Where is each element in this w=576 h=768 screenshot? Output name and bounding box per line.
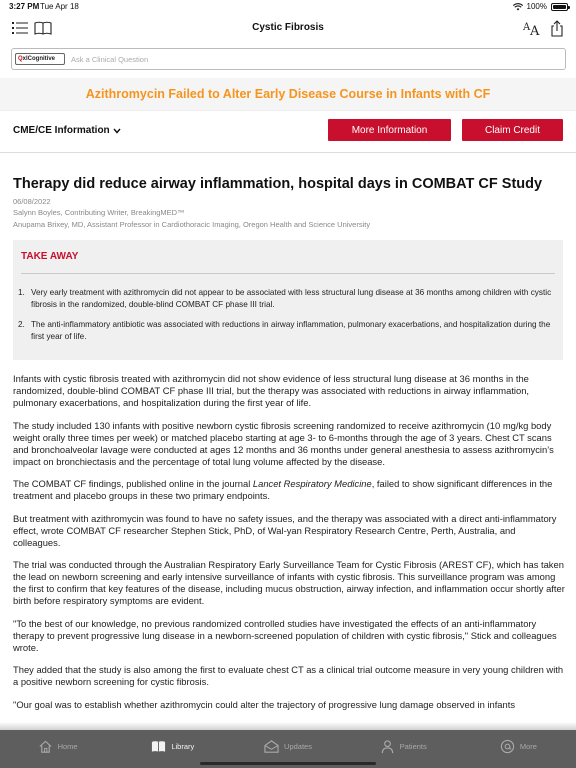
tab-bar [0,730,576,768]
qxl-logo: Q xlCognitive [15,53,65,65]
paragraph: The study included 130 infants with positive newborn cystic fibrosis screening randomized to receive azithromycin (10 mg/kg body weight orally three times per week) or matched placebo starting at age 3- to 6-months through the age of 3 years. Chest CT scans and bronchoalveolar lavage were conducted at ages 12 months and 36 months under general anesthesia to assess azithromycin’s impact on bronchiectasis and the percentage of total lung volume affected by the disease. [13,419,554,467]
paragraph: The COMBAT CF findings, published online in the journal Lancet Respiratory Medicine, failed to show significant differences in the treatment and placebo groups in these two primary endpoints. [13,478,553,501]
paragraph: "To the best of our knowledge, no previous randomized controlled studies have investigated the effects of an anti-inflammatory therapy to prevent progressive lung disease in a newborn-screened population of children with cystic fibrosis," Stick and colleagues wrote. [13,617,557,653]
paragraph: "Our goal was to establish whether azithromycin could alter the trajectory of progressive lung damage observed in infants [13,698,516,710]
article-body [13,373,565,721]
headline-banner [0,78,576,111]
battery-icon [551,3,568,11]
article-title: Therapy did reduce airway inflammation, hospital days in COMBAT CF Study [13,176,543,192]
status-right [513,2,568,11]
tab-library[interactable]: Library [115,730,230,762]
search-bar[interactable] [11,48,566,70]
paragraph: The trial was conducted through the Australian Respiratory Early Surveillance Team for Cystic Fibrosis (AREST CF), which has taken the lead on newborn screening and early intensive surveillance of infants with cystic fibrosis. This surveillance program was among the first to confirm that key features of the disease, including mucus obstruction, airway infection, and inflammation occur shortly after birth before respiratory symptoms are evident. [13,559,565,606]
paragraph: But treatment with azithromycin was found to have no safety issues, and the therapy was associated with a direct anti-inflammatory effect, wrote COMBAT CF researcher Stephen Stick, PhD, of Wal-yan Respiratory Research Centre, Perth, Australia, and colleagues. [13,512,557,548]
tab-updates[interactable]: Updates [230,730,345,762]
article-author: Salynn Boyles, Contributing Writer, BreakingMED™ [13,208,185,217]
article-date: 06/08/2022 [13,197,51,206]
updates-icon [264,739,279,754]
battery-percent: 100% [526,2,547,11]
journal-name: Lancet Respiratory Medicine [252,478,372,489]
claim-credit-button[interactable]: Claim Credit [462,119,563,141]
article-reviewer: Anupama Brixey, MD, Assistant Professor in Cardiothoracic Imaging, Oregon Health and Science University [13,220,371,229]
wifi-icon [513,3,523,11]
patients-icon [380,739,395,754]
nav-bar [0,14,576,44]
takeaway-box [13,240,563,360]
tab-home[interactable]: Home [0,730,115,762]
cme-row [0,117,576,145]
status-bar [0,0,576,14]
share-icon[interactable] [547,18,567,38]
status-date: Tue Apr 18 [40,2,79,11]
tab-patients[interactable]: Patients [346,730,461,762]
takeaway-list [18,287,553,351]
home-indicator [200,762,376,765]
takeaway-item: 2. The anti-inflammatory antibiotic was associated with reductions in airway inflammation, pulmonary exacerbations, and hospitalization during the first year of life. [18,320,551,341]
headline-text: Azithromycin Failed to Alter Early Disease Course in Infants with CF [85,87,491,101]
cme-dropdown[interactable] [13,125,121,136]
text-size-icon[interactable] [522,18,542,38]
page-title: Cystic Fibrosis [252,22,324,33]
more-icon [500,739,515,754]
takeaway-divider [21,273,555,274]
svg-text:A: A [523,22,531,33]
status-time: 3:27 PM [9,2,40,11]
chevron-down-icon [113,128,121,134]
paragraph: They added that the study is also among the first to evaluate chest CT as a clinical trial outcome measure in very young children with a positive newborn screening for cystic fibrosis. [13,664,564,687]
more-information-button[interactable]: More Information [328,119,451,141]
paragraph: Infants with cystic fibrosis treated with azithromycin did not show evidence of less structural lung disease at 36 months in the randomized, double-blind COMBAT CF phase III trial, but the therapy was associated with reductions in airway inflammation, pulmonary exacerbations, and hospitalization during the first year of life. [13,373,530,408]
tab-more[interactable]: More [461,730,576,762]
svg-text:A: A [530,24,540,36]
home-icon [38,739,53,754]
takeaway-item: 1. Very early treatment with azithromycin did not appear to be associated with less structural lung disease at 36 months among children with cystic fibrosis in the randomized, double-blind COMBAT CF phase III trial. [18,288,552,309]
divider [0,152,576,153]
library-icon [151,739,166,754]
search-input[interactable]: Ask a Clinical Question [71,54,149,64]
takeaway-title: TAKE AWAY [21,251,79,262]
cme-label: CME/CE Information [13,125,110,136]
